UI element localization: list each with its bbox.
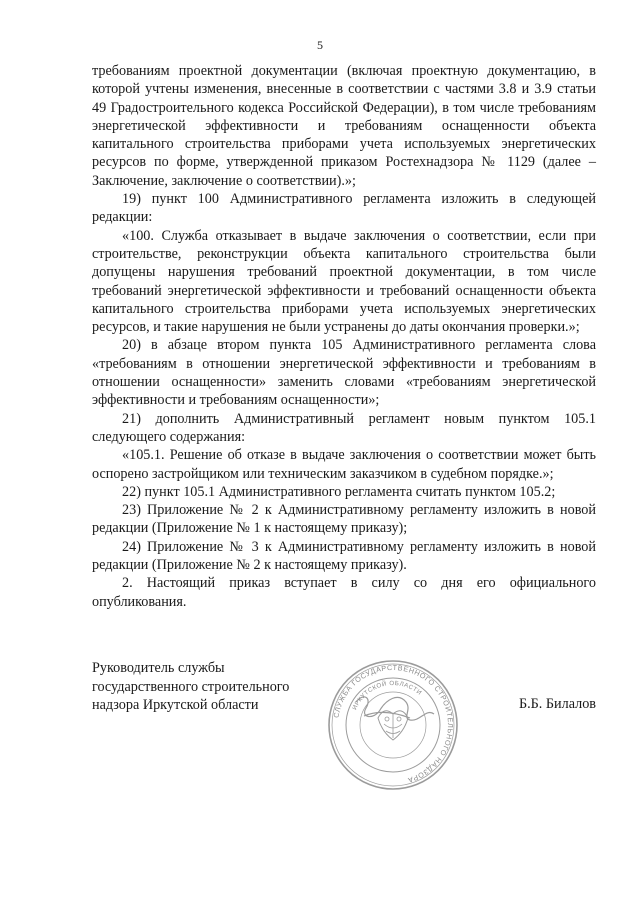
paragraph-item-19: 19) пункт 100 Административного регламента изложить в следующей редакции: (92, 191, 596, 226)
paragraph-item-23: 23) Приложение № 2 к Административному регламенту изложить в новой редакции (Приложение № 1 к настоящему приказу); (92, 502, 596, 537)
paragraph-quote-105-1: «105.1. Решение об отказе в выдаче заключения о соответствии может быть оспорено застройщиком или техническим заказчиком в судебном порядке.»; (92, 447, 596, 482)
signatory-title-line-2: государственного строительного (92, 678, 290, 695)
paragraph-quote-100: «100. Служба отказывает в выдаче заключения о соответствии, если при строительстве, реконструкции объекта капитального строительства были допущены нарушения требований проектной документации, в том числе требований энергетической эффективности и требований оснащенности объекта капитального строительства приборами учета используемых энергетических ресурсов, и такие нарушения не были устранены до даты окончания проверки.»; (92, 227, 596, 336)
paragraph-item-24: 24) Приложение № 3 к Административному регламенту изложить в новой редакции (Приложение № 2 к настоящему приказу). (92, 538, 596, 574)
paragraph-continuation: требованиям проектной документации (включая проектную документацию, в которой учтены изменения, внесенные в соответствии с частями 3.8 и 3.9 статьи 49 Градостроительного кодекса Российской Федерации), в том числе требованиям энергетической эффективности и требованиям оснащенности объекта капитального строительства приборами учета используемых энергетических ресурсов по форме, утвержденной приказом Ростехнадзора № 1129 (далее – Заключение, заключение о соответствии).»; (92, 63, 596, 189)
paragraph-item-21: 21) дополнить Административный регламент новым пунктом 105.1 следующего содержания: (92, 410, 596, 445)
paragraph-effective-date: 2. Настоящий приказ вступает в силу со дня его официального опубликования. (92, 575, 596, 610)
official-seal-stamp (326, 658, 460, 792)
signatory-title-line-3: надзора Иркутской области (92, 697, 259, 713)
svg-text:СЛУЖБА ГОСУДАРСТВЕННОГО СТРОИТ: СЛУЖБА ГОСУДАРСТВЕННОГО СТРОИТЕЛЬНОГО НАДЗОРА (331, 662, 456, 785)
paragraph-item-22: 22) пункт 105.1 Административного регламента считать пунктом 105.2; (122, 483, 556, 500)
signatory-title-line-1: Руководитель службы (92, 660, 225, 676)
svg-text:ИРКУТСКОЙ ОБЛАСТИ: ИРКУТСКОЙ ОБЛАСТИ (351, 679, 423, 712)
page-number: 5 (317, 38, 323, 52)
signatory-name: Б.Б. Билалов (518, 696, 596, 712)
paragraph-item-20: 20) в абзаце втором пункта 105 Административного регламента слова «требованиям в отношении энергетической эффективности и требованиям в отношении оснащенности» заменить словами «требованиям энергетической эффективности и требованиям оснащенности»; (92, 337, 596, 409)
document-body (92, 62, 596, 611)
